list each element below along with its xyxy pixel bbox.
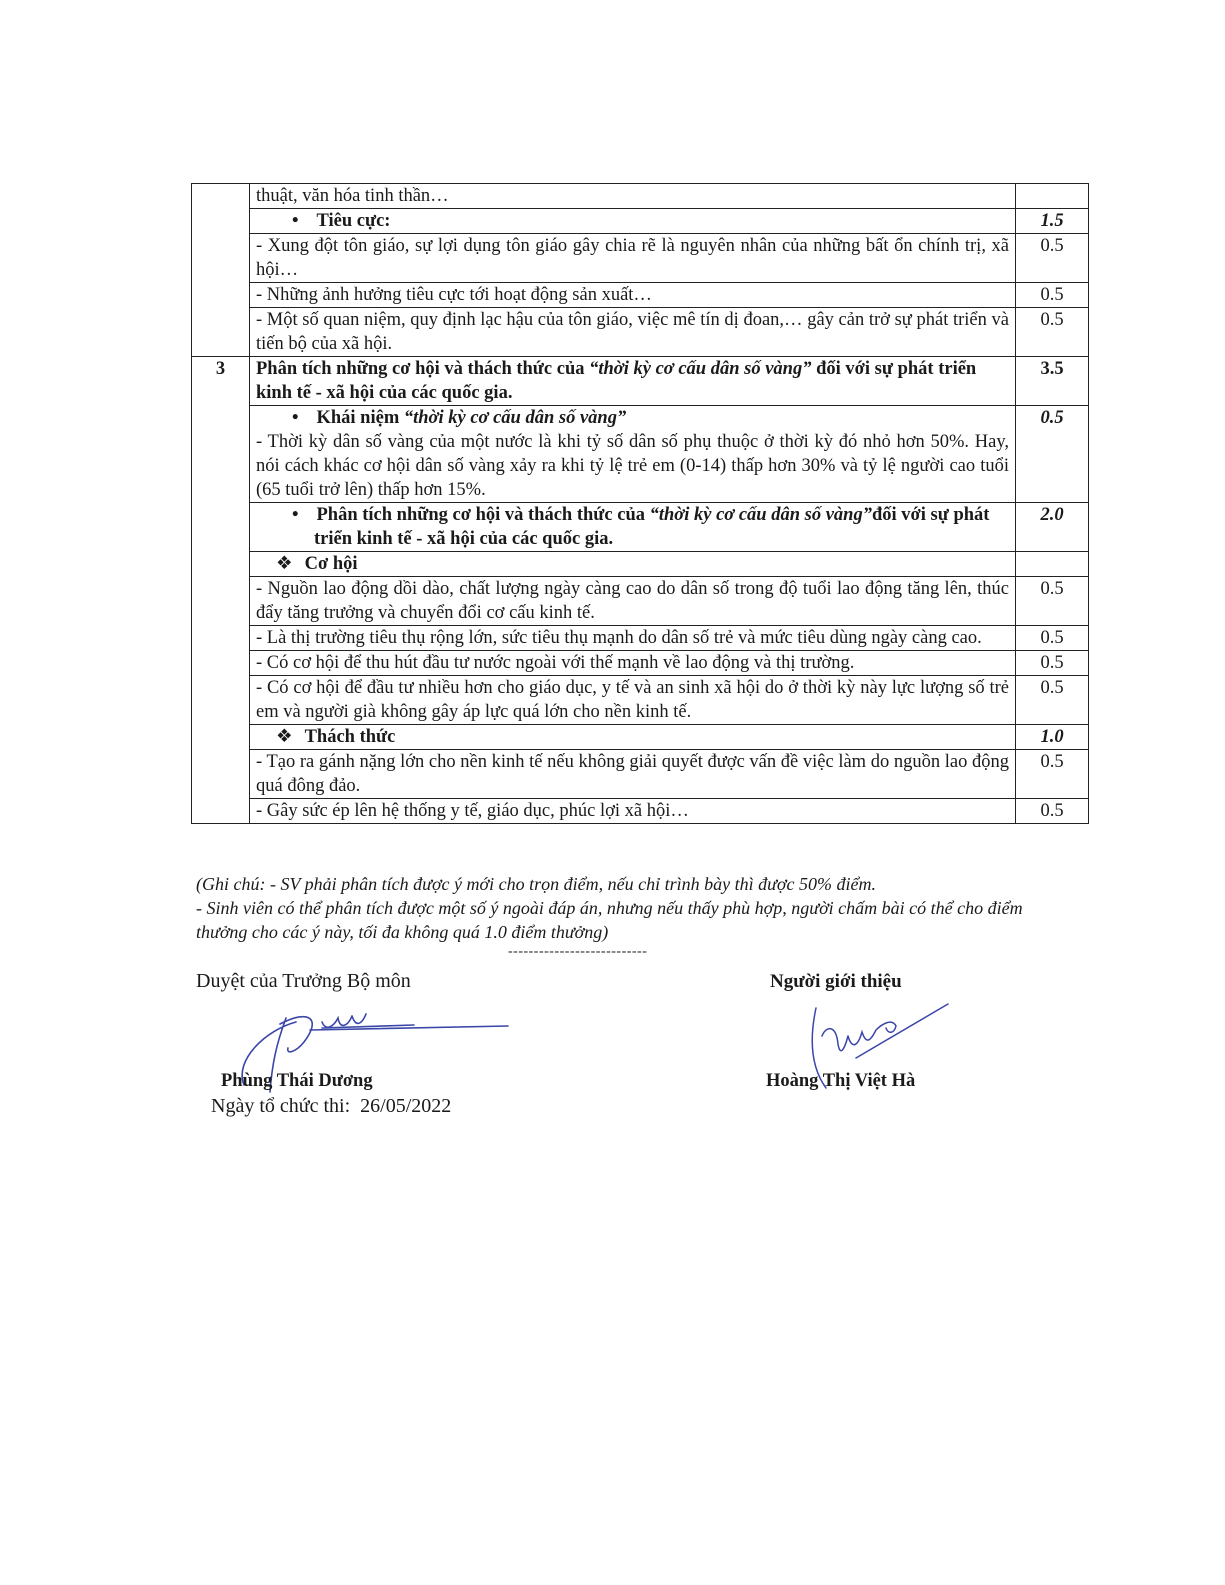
points-cell: 0.5 <box>1016 406 1089 503</box>
answer-cell: - Có cơ hội để thu hút đầu tư nước ngoài với thế mạnh về lao động và thị trường. <box>250 651 1016 676</box>
table-row <box>192 357 1089 406</box>
answer-cell: thuật, văn hóa tinh thần… <box>250 184 1016 209</box>
introducer-name: Hoàng Thị Việt Hà <box>766 1071 916 1091</box>
grading-note <box>196 872 1026 944</box>
answer-cell <box>250 552 1016 577</box>
answer-key-table <box>191 183 1089 824</box>
question-number-cell: 3 <box>192 357 250 824</box>
points-cell: 0.5 <box>1016 234 1089 283</box>
note-line-2: - Sinh viên có thể phân tích được một số ý ngoài đáp án, nhưng nếu thấy phù hợp, người chấm bài có thể cho điểm thưởng cho các ý này, tối đa không quá 1.0 điểm thưởng) <box>196 898 1023 942</box>
table-row <box>192 651 1089 676</box>
opportunity-heading: ❖ Cơ hội <box>256 554 358 574</box>
answer-cell: - Những ảnh hưởng tiêu cực tới hoạt động sản xuất… <box>250 283 1016 308</box>
points-cell: 0.5 <box>1016 283 1089 308</box>
concept-text: - Thời kỳ dân số vàng của một nước là khi tỷ số dân số phụ thuộc ở thời kỳ đó nhỏ hơn 50%. Hay, nói cách khác cơ hội dân số vàng xảy ra khi tỷ lệ trẻ em (0-14) thấp hơn 30% và tỷ lệ người cao tuổi (65 tuổi trở lên) thấp hơn 15%. <box>256 432 1009 500</box>
points-cell: 1.5 <box>1016 209 1089 234</box>
answer-cell <box>250 406 1016 503</box>
answer-cell <box>250 503 1016 552</box>
points-cell <box>1016 552 1089 577</box>
points-cell: 0.5 <box>1016 750 1089 799</box>
question-title-cell: Phân tích những cơ hội và thách thức của “thời kỳ cơ cấu dân số vàng” đối với sự phát triển kinh tế - xã hội của các quốc gia. <box>250 357 1016 406</box>
answer-cell: - Nguồn lao động dồi dào, chất lượng ngày càng cao do dân số trong độ tuổi lao động tăng lên, thúc đẩy tăng trưởng và chuyển đổi cơ cấu kinh tế. <box>250 577 1016 626</box>
table-row <box>192 308 1089 357</box>
challenge-heading: ❖ Thách thức <box>256 727 395 747</box>
separator-line: --------------------------- <box>508 944 648 959</box>
table-row <box>192 552 1089 577</box>
points-cell: 2.0 <box>1016 503 1089 552</box>
table-row <box>192 676 1089 725</box>
points-cell <box>1016 184 1089 209</box>
note-line-1: (Ghi chú: - SV phải phân tích được ý mới cho trọn điểm, nếu chỉ trình bày thì được 50% điểm. <box>196 874 877 894</box>
points-cell: 0.5 <box>1016 577 1089 626</box>
points-cell: 0.5 <box>1016 676 1089 725</box>
introducer-label: Người giới thiệu <box>770 971 902 992</box>
points-cell: 1.0 <box>1016 725 1089 750</box>
answer-cell: - Là thị trường tiêu thụ rộng lớn, sức tiêu thụ mạnh do dân số trẻ và mức tiêu dùng ngày càng cao. <box>250 626 1016 651</box>
answer-cell: - Một số quan niệm, quy định lạc hậu của tôn giáo, việc mê tín dị đoan,… gây cản trở sự phát triển và tiến bộ của xã hội. <box>250 308 1016 357</box>
exam-date <box>211 1095 451 1118</box>
concept-heading: • Khái niệm “thời kỳ cơ cấu dân số vàng” <box>256 406 1009 430</box>
answer-cell: - Có cơ hội để đầu tư nhiều hơn cho giáo dục, y tế và an sinh xã hội do ở thời kỳ này lực lượng số trẻ em và người già không gây áp lực quá lớn cho nền kinh tế. <box>250 676 1016 725</box>
table-row <box>192 577 1089 626</box>
points-cell: 0.5 <box>1016 308 1089 357</box>
approval-label: Duyệt của Trưởng Bộ môn <box>196 970 411 992</box>
table-row <box>192 503 1089 552</box>
question-number-cell <box>192 184 250 357</box>
table-row <box>192 750 1089 799</box>
exam-date-value: 26/05/2022 <box>360 1095 452 1117</box>
answer-cell: - Gây sức ép lên hệ thống y tế, giáo dục, phúc lợi xã hội… <box>250 799 1016 824</box>
negative-heading: • Tiêu cực: <box>256 211 390 231</box>
points-cell: 0.5 <box>1016 799 1089 824</box>
exam-date-label: Ngày tổ chức thi: <box>211 1095 351 1117</box>
points-cell: 0.5 <box>1016 626 1089 651</box>
table-row <box>192 799 1089 824</box>
analysis-heading: • Phân tích những cơ hội và thách thức của “thời kỳ cơ cấu dân số vàng”đối với sự phát triển kinh tế - xã hội của các quốc gia. <box>256 503 1009 551</box>
table-row <box>192 283 1089 308</box>
table-row <box>192 626 1089 651</box>
head-name: Phùng Thái Dương <box>221 1071 373 1091</box>
answer-cell: - Tạo ra gánh nặng lớn cho nền kinh tế nếu không giải quyết được vấn đề việc làm do nguồn lao động quá đông đảo. <box>250 750 1016 799</box>
points-cell: 0.5 <box>1016 651 1089 676</box>
answer-cell <box>250 725 1016 750</box>
table-row <box>192 234 1089 283</box>
answer-cell <box>250 209 1016 234</box>
table-row <box>192 725 1089 750</box>
table-row <box>192 184 1089 209</box>
table-row <box>192 406 1089 503</box>
answer-cell: - Xung đột tôn giáo, sự lợi dụng tôn giáo gây chia rẽ là nguyên nhân của những bất ổn chính trị, xã hội… <box>250 234 1016 283</box>
points-cell: 3.5 <box>1016 357 1089 406</box>
table-row <box>192 209 1089 234</box>
